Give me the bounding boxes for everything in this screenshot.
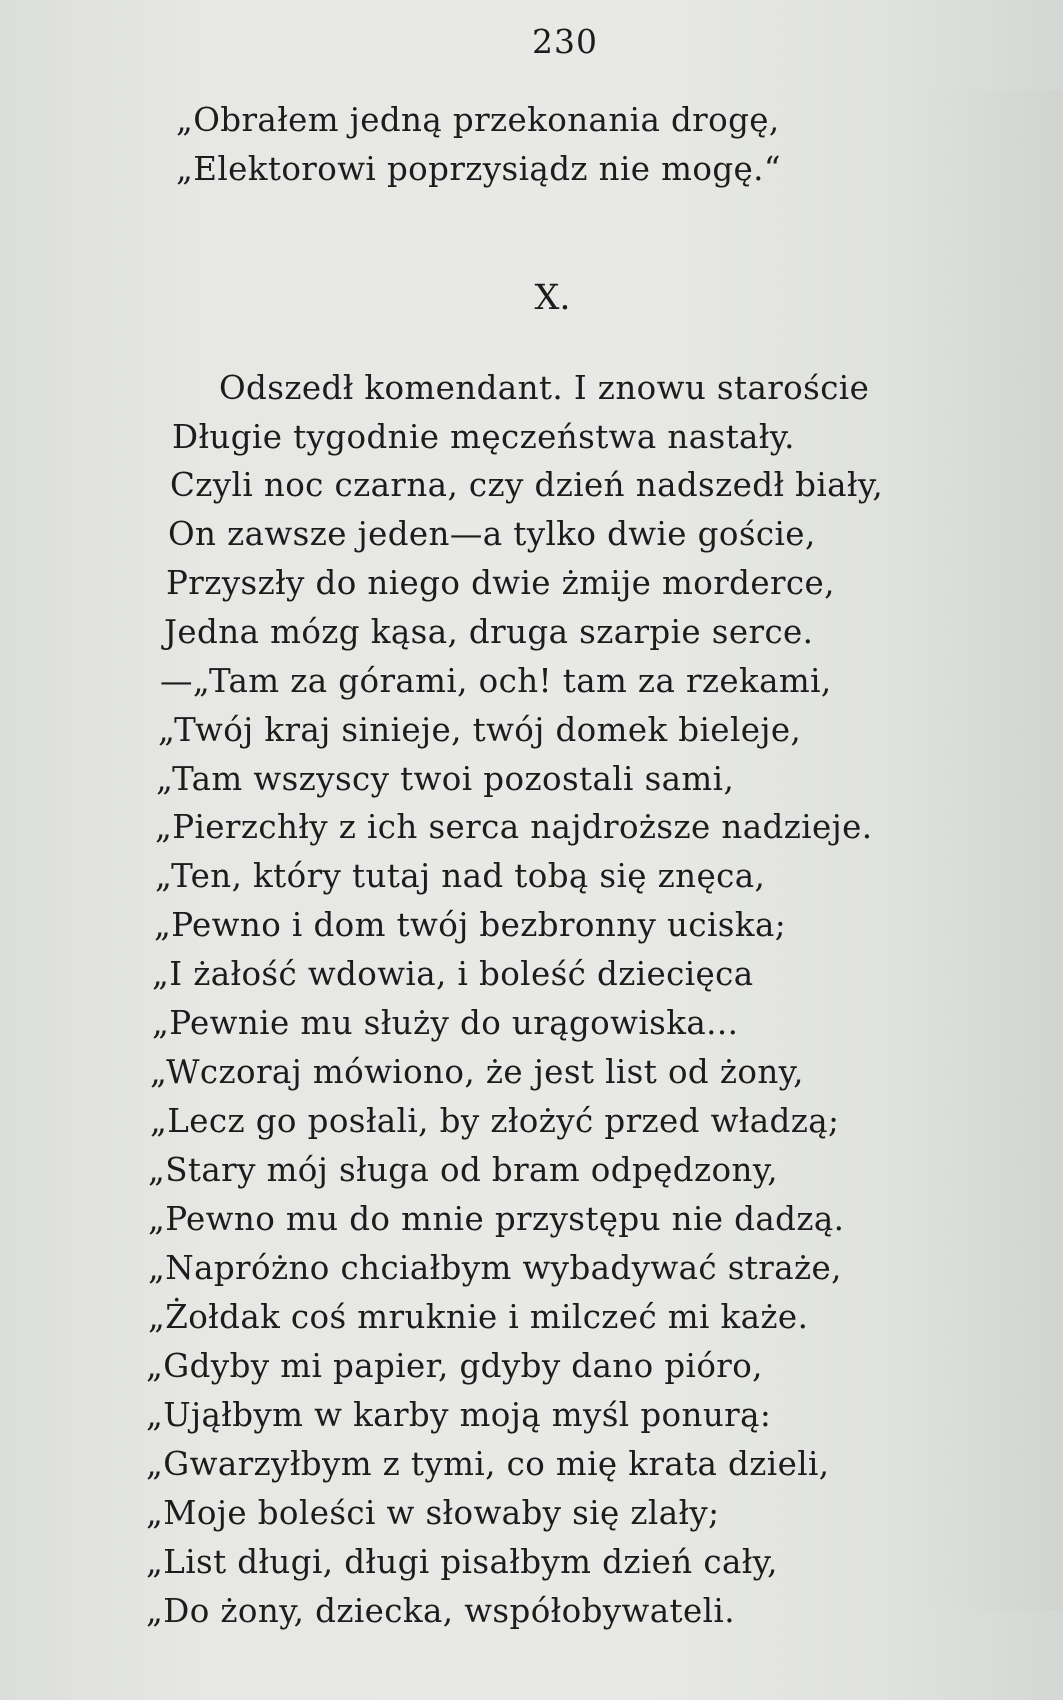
section-heading: X. bbox=[534, 278, 571, 318]
poem-line: „Lecz go posłali, by złożyć przed władzą; bbox=[150, 1102, 840, 1140]
poem-line: „Ten, który tutaj nad tobą się znęca, bbox=[155, 857, 766, 895]
poem-line: Odszedł komendant. I znowu staroście bbox=[219, 369, 870, 407]
opening-line: „Obrałem jedną przekonania drogę, bbox=[176, 101, 780, 139]
poem-line: „Ująłbym w karby moją myśl ponurą: bbox=[146, 1396, 772, 1434]
poem-line: „Pewno i dom twój bezbronny uciska; bbox=[154, 906, 787, 944]
poem-line: „Pierzchły z ich serca najdroższe nadzieje. bbox=[155, 808, 873, 846]
poem-line: Jedna mózg kąsa, druga szarpie serce. bbox=[164, 613, 814, 651]
poem-line: „Żołdak coś mruknie i milczeć mi każe. bbox=[148, 1298, 809, 1336]
show-through-shadow bbox=[913, 90, 1063, 1610]
poem-line: „Napróżno chciałbym wybadywać straże, bbox=[148, 1249, 842, 1287]
poem-line: Przyszły do niego dwie żmije morderce, bbox=[166, 564, 835, 602]
page-number: 230 bbox=[532, 22, 598, 61]
poem-line: „List długi, długi pisałbym dzień cały, bbox=[146, 1543, 778, 1581]
poem-line: Długie tygodnie męczeństwa nastały. bbox=[172, 418, 795, 456]
poem-line: On zawsze jeden—a tylko dwie goście, bbox=[168, 515, 816, 553]
poem-line: „Pewnie mu służy do urągowiska... bbox=[152, 1004, 739, 1042]
poem-line: Czyli noc czarna, czy dzień nadszedł biały, bbox=[170, 466, 884, 504]
poem-line: „Gwarzyłbym z tymi, co mię krata dzieli, bbox=[146, 1445, 830, 1483]
poem-line: „Stary mój sługa od bram odpędzony, bbox=[148, 1151, 778, 1189]
poem-line: „I żałość wdowia, i boleść dziecięca bbox=[152, 955, 754, 993]
poem-line: „Do żony, dziecka, współobywateli. bbox=[146, 1592, 735, 1630]
poem-line: „Gdyby mi papier, gdyby dano pióro, bbox=[146, 1347, 763, 1385]
poem-line: „Tam wszyscy twoi pozostali sami, bbox=[156, 760, 735, 798]
poem-line: „Wczoraj mówiono, że jest list od żony, bbox=[150, 1053, 804, 1091]
opening-line: „Elektorowi poprzysiądz nie mogę.“ bbox=[176, 150, 781, 188]
poem-line: „Moje boleści w słowaby się zlały; bbox=[146, 1494, 720, 1532]
poem-line: „Pewno mu do mnie przystępu nie dadzą. bbox=[148, 1200, 845, 1238]
poem-line: —„Tam za górami, och! tam za rzekami, bbox=[160, 662, 832, 700]
poem-line: „Twój kraj sinieje, twój domek bieleje, bbox=[158, 711, 802, 749]
